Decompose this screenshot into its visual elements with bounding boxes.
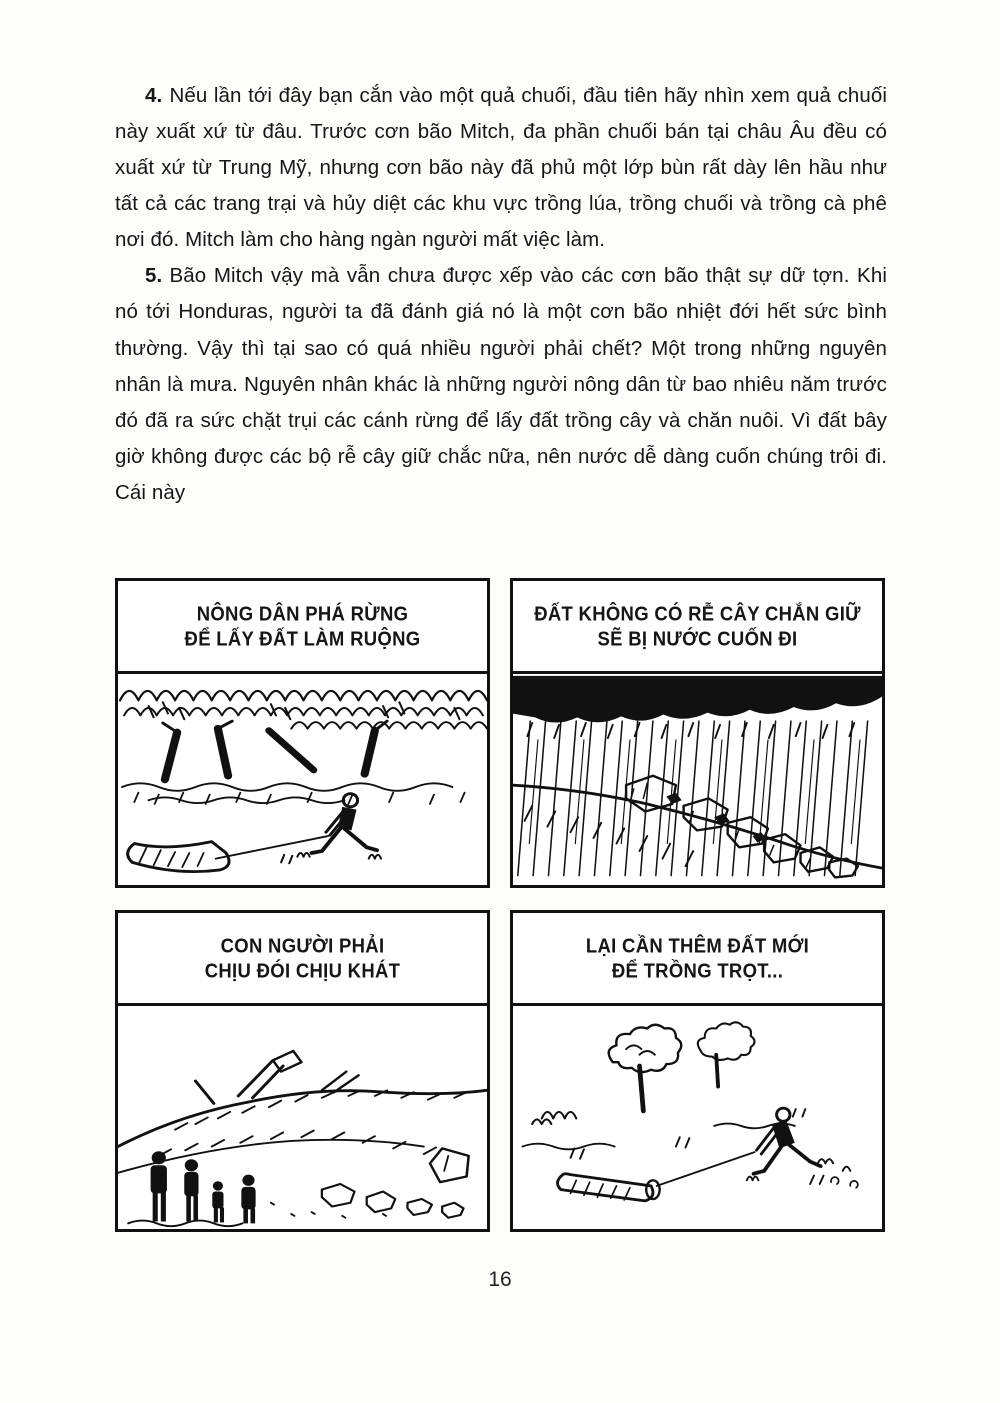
panel-deforestation xyxy=(115,578,490,888)
panel-famine xyxy=(115,910,490,1232)
caption-line: ĐỂ TRỒNG TRỌT... xyxy=(611,958,784,982)
panel-erosion-illustration xyxy=(513,674,882,885)
panel-new-land-caption xyxy=(513,913,882,1006)
panel-erosion-caption xyxy=(513,581,882,674)
paragraph-4-number: 4. xyxy=(145,84,163,107)
panel-new-land-illustration xyxy=(513,1006,882,1229)
panel-erosion xyxy=(510,578,885,888)
panel-famine-caption xyxy=(118,913,487,1006)
caption-line: CHỊU ĐÓI CHỊU KHÁT xyxy=(204,958,401,982)
paragraph-4-text: Nếu lần tới đây bạn cắn vào một quả chuối, đầu tiên hãy nhìn xem quả chuối này xuất xứ từ đâu. Trước cơn bão Mitch, đa phần chuối bán tại châu Âu đều có xuất xứ từ Trung Mỹ, nhưng cơn bão này đã phủ một lớp bùn rất dày lên hầu như tất cả các trang trại và hủy diệt các khu vực trồng lúa, trồng chuối và trồng cà phê nơi đó. Mitch làm cho hàng ngàn người mất việc làm. xyxy=(115,84,887,252)
caption-line: LẠI CẦN THÊM ĐẤT MỚI xyxy=(585,933,810,957)
caption-line: NÔNG DÂN PHÁ RỪNG xyxy=(196,601,409,625)
page-number: 16 xyxy=(488,1268,512,1291)
caption-line: ĐỂ LẤY ĐẤT LÀM RUỘNG xyxy=(184,626,421,650)
panel-deforestation-illustration xyxy=(118,674,487,885)
paragraph-5-number: 5. xyxy=(145,264,163,288)
caption-line: ĐẤT KHÔNG CÓ RỄ CÂY CHẮN GIỮ xyxy=(534,601,861,625)
text-block xyxy=(115,78,887,511)
panel-famine-illustration xyxy=(118,1006,487,1229)
panel-deforestation-caption xyxy=(118,581,487,674)
caption-line: SẼ BỊ NƯỚC CUỐN ĐI xyxy=(597,626,798,650)
caption-line: CON NGƯỜI PHẢI xyxy=(220,933,385,957)
comic-panels-grid xyxy=(115,578,885,1232)
paragraph-5 xyxy=(115,258,887,511)
paragraph-5-text: Bão Mitch vậy mà vẫn chưa được xếp vào các cơn bão thật sự dữ tợn. Khi nó tới Honduras, người ta đã đánh giá nó là một cơn bão nhiệt đới hết sức bình thường. Vậy thì tại sao có quá nhiều người phải chết? Một trong những nguyên nhân là mưa. Nguyên nhân khác là những người nông dân từ bao nhiêu năm trước đó đã ra sức chặt trụi các cánh rừng để lấy đất trồng cây và chăn nuôi. Vì đất bây giờ không được các bộ rễ cây giữ chắc nữa, nên nước dễ dàng cuốn chúng trôi đi. Cái này xyxy=(115,264,887,504)
panel-new-land xyxy=(510,910,885,1232)
paragraph-4 xyxy=(115,78,887,258)
